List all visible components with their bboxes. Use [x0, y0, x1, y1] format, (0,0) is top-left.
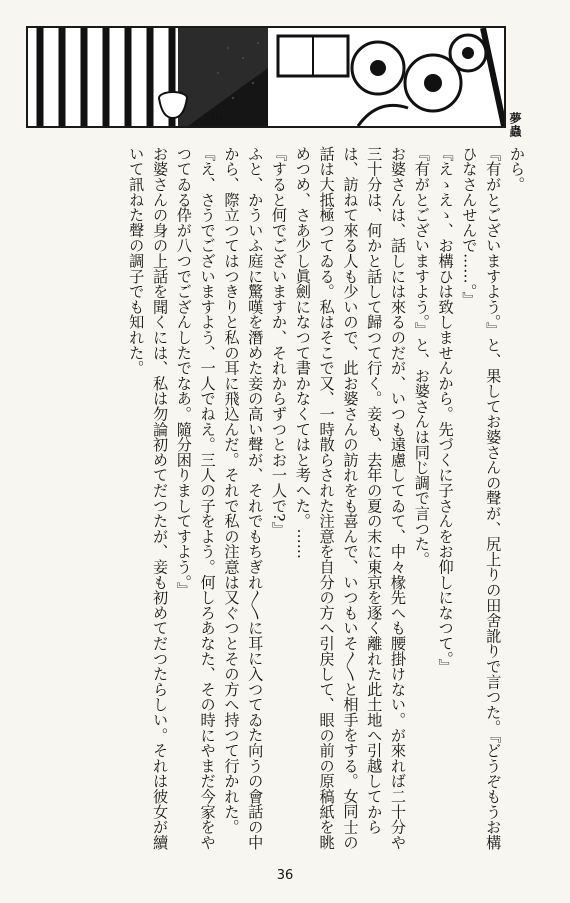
paragraph: ふと、かういふ庭に驚嘆を潛めた妾の高い聲が、それでもちぎれ〳〵に耳に入つてゐた向うの會話の中から、際立つてはつきりと私の耳に飛込んだ。それで私の注意は又ぐつとその方へ持つて行かれた。 [222, 146, 265, 850]
paragraph: お婆さんは、話しには來るのだが、いつも遠慮してゐて、中々椽先へも腰掛けない。が來れば二十分や三十分は、何かと話して歸つて行く。妾も、去年の夏の末に東京を逐く離れた此土地へ引越してからは、訪ねて來る人も少いので、此お婆さんの訪れをも喜んで、いつもいそ〳〵と相手をする。女同士の話は大抵極つてゐる。私はそこで又、一時散らされた注意を自分の方へ引戻して、眼の前の原稿紙を眺めつめ、さあ少し眞劍になつて書かなくてはと考へた。…… [293, 146, 408, 850]
paragraph: 『有がとございますよう。』と、果してお婆さんの聲が、尻上りの田舍訛りで言つた。『どうぞもうお構ひなさんせんで……。』 [460, 146, 503, 850]
paragraph: 『え、さうでございますよう、一人でねえ。三人の子をよう。何しろあなた、その時にやまだ今家をやつてゐる伜が八つでござんしたでなあ。隨分困りましてすよう。』 [174, 146, 217, 850]
paragraph: 『えゝえゝ、お構ひは致しませんから。先づくに子さんをお仰しになつて。』 [436, 146, 455, 674]
paragraph: お婆さんの身の上話を聞くには、私は勿論初めてだつたが、妾も初めてだつたらしい。それは彼女が續いて訊ねた聲の調子でも知れた。 [127, 146, 170, 850]
page-number: 36 [276, 868, 294, 883]
paragraph: 『有がとございますよう。』と、お婆さんは同じ調で言つた。 [412, 146, 431, 567]
paragraph: から。 [508, 146, 526, 192]
header-illustration [26, 26, 506, 128]
artist-signature: SYU [204, 113, 222, 123]
running-title: 夢蟲 [508, 112, 522, 138]
body-text [58, 146, 528, 852]
paragraph: 『すると何でございますか、それからずつとお一人で?』 [270, 146, 289, 537]
